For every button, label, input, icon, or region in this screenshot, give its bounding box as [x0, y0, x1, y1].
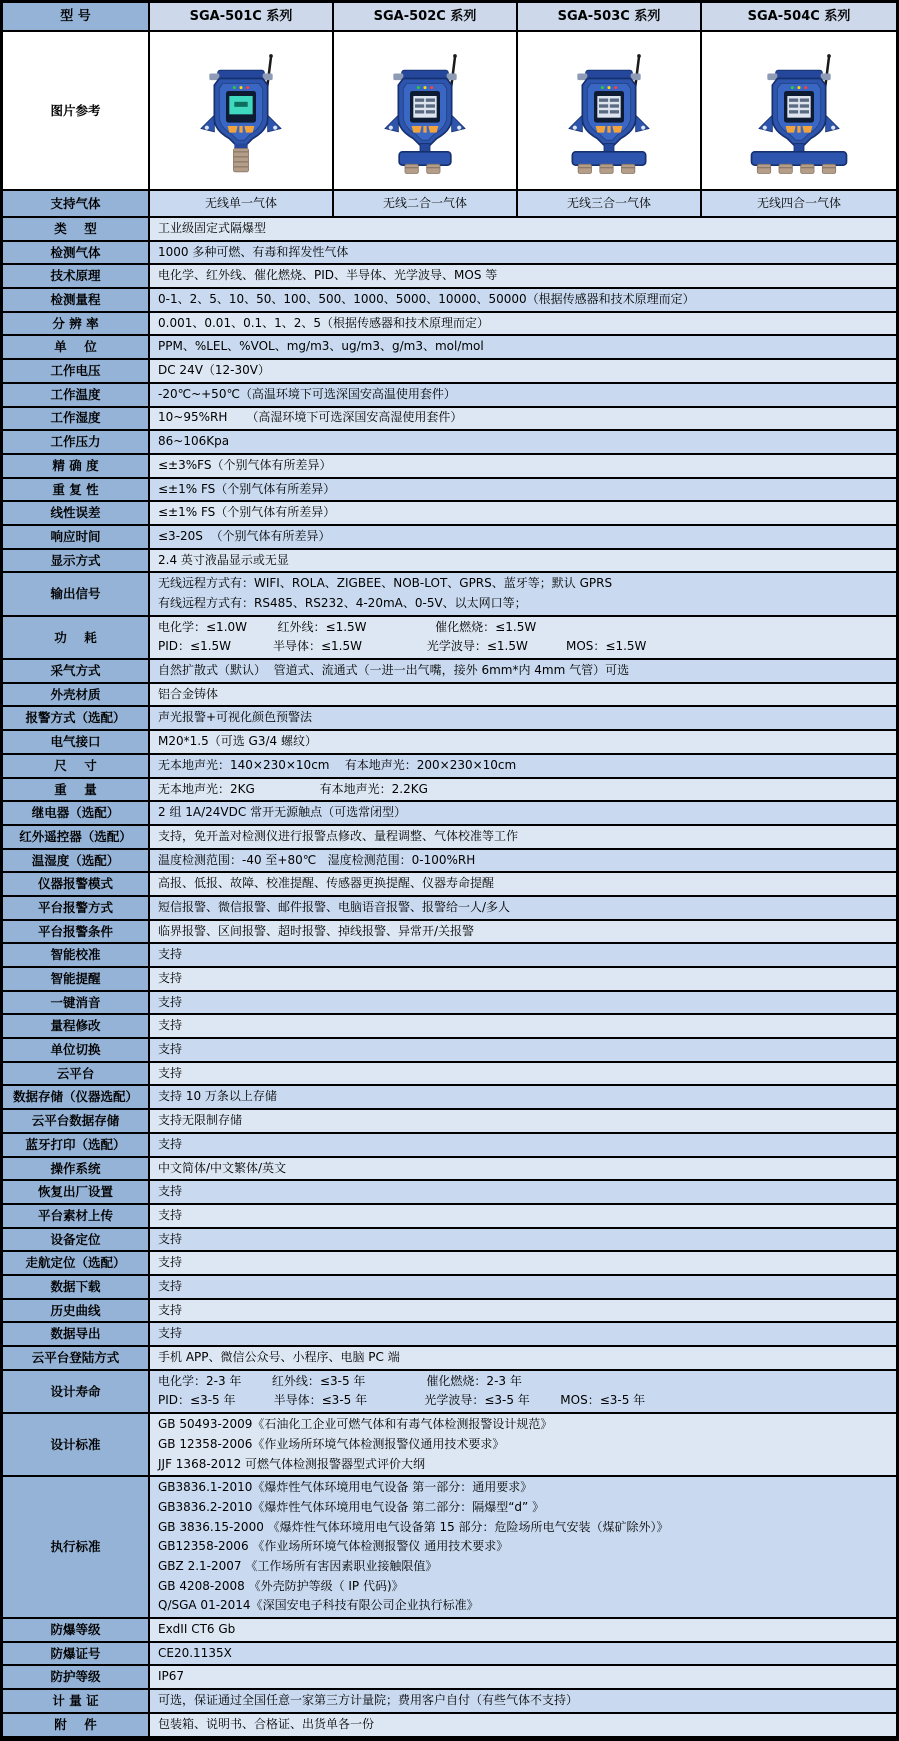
spec-row: [3, 502, 896, 526]
spec-value-line: 支持: [158, 971, 183, 986]
spec-value-line: 电化学、红外线、催化燃烧、PID、半导体、光学波导、MOS 等: [158, 268, 498, 283]
spec-row: [3, 455, 896, 479]
spec-row-value: [148, 242, 896, 264]
spec-value-line: 支持: [158, 1136, 183, 1151]
spec-row: [3, 1714, 896, 1738]
spec-row-value: [148, 479, 896, 501]
image-row-label: 图片参考: [3, 32, 148, 189]
spec-row: [3, 289, 896, 313]
spec-value-line: 无线远程方式有：WIFI、ROLA、ZIGBEE、NOB-LOT、GPRS、蓝牙等；默认 GPRS: [158, 576, 613, 591]
spec-value-line: GB 12358-2006《作业场所环境气体检测报警仪通用技术要求》: [158, 1436, 505, 1451]
spec-row: [3, 1229, 896, 1253]
spec-value-line: 支持，免开盖对检测仪进行报警点修改、量程调整、气体校准等工作: [158, 828, 519, 843]
spec-row-label: 数据下载: [3, 1276, 148, 1298]
spec-row: [3, 684, 896, 708]
spec-row-value: [148, 944, 896, 966]
spec-row-label: 电气接口: [3, 731, 148, 753]
spec-row-value: [148, 218, 896, 240]
spec-row-value: [148, 1039, 896, 1061]
spec-row-value: [148, 289, 896, 311]
spec-value-line: 临界报警、区间报警、超时报警、掉线报警、异常开/关报警: [158, 923, 475, 938]
spec-row-value: [148, 360, 896, 382]
gas-value-2: 无线二合一气体: [332, 191, 516, 216]
spec-row-label: 设计寿命: [3, 1371, 148, 1412]
spec-row-label: 平台素材上传: [3, 1205, 148, 1227]
spec-row-label: 恢复出厂设置: [3, 1181, 148, 1203]
spec-row-label: 防护等级: [3, 1666, 148, 1688]
spec-row-value: [148, 313, 896, 335]
spec-row-value: [148, 1619, 896, 1641]
spec-value-line: GB3836.1-2010《爆炸性气体环境用电气设备 第一部分：通用要求》: [158, 1480, 533, 1495]
spec-row-value: [148, 1252, 896, 1274]
spec-row-label: 红外遥控器（选配）: [3, 826, 148, 848]
spec-value-line: 支持: [158, 947, 183, 962]
spec-value-line: IP67: [158, 1669, 185, 1684]
spec-row-value: [148, 1643, 896, 1665]
spec-value-line: 电化学：≤1.0W 红外线：≤1.5W 催化燃烧：≤1.5W: [158, 619, 537, 634]
spec-value-line: GB 50493-2009《石油化工企业可燃气体和有毒气体检测报警设计规范》: [158, 1417, 553, 1432]
spec-value-line: ExdII CT6 Gb: [158, 1622, 236, 1637]
spec-value-line: 支持: [158, 1018, 183, 1033]
spec-row: [3, 968, 896, 992]
spec-row: [3, 1134, 896, 1158]
spec-row-value: [148, 265, 896, 287]
spec-row-label: 数据存储（仪器选配）: [3, 1086, 148, 1108]
spec-row-value: [148, 779, 896, 801]
spec-row-label: 工作湿度: [3, 408, 148, 430]
header-row: [3, 3, 896, 32]
spec-row-label: 云平台登陆方式: [3, 1347, 148, 1369]
spec-value-line: 包装箱、说明书、合格证、出货单各一份: [158, 1716, 375, 1731]
spec-row: [3, 1110, 896, 1134]
spec-value-line: -20℃~+50℃（高温环境下可选深国安高温使用套件）: [158, 386, 456, 401]
spec-row: [3, 1477, 896, 1619]
spec-row-label: 技术原理: [3, 265, 148, 287]
spec-row-value: [148, 384, 896, 406]
spec-row-value: [148, 1347, 896, 1369]
spec-value-line: GB3836.2-2010《爆炸性气体环境用电气设备 第二部分：隔爆型“d” 》: [158, 1499, 545, 1514]
spec-value-line: 10~95%RH （高湿环境下可选深国安高湿使用套件）: [158, 410, 463, 425]
spec-row-value: [148, 1086, 896, 1108]
spec-row-value: [148, 1477, 896, 1617]
spec-row-label: 计 量 证: [3, 1690, 148, 1712]
spec-value-line: 0.001、0.01、0.1、1、2、5（根据传感器和技术原理而定）: [158, 315, 490, 330]
spec-value-line: ≤±1% FS（个别气体有所差异）: [158, 481, 336, 496]
spec-value-line: 支持: [158, 994, 183, 1009]
spec-row-label: 输出信号: [3, 573, 148, 614]
spec-row-label: 数据导出: [3, 1323, 148, 1345]
spec-row: [3, 431, 896, 455]
spec-row: [3, 526, 896, 550]
gas-value-3: 无线三合一气体: [516, 191, 700, 216]
spec-row: [3, 617, 896, 660]
model-header-label: 型 号: [3, 3, 148, 30]
spec-row-label: 工作压力: [3, 431, 148, 453]
spec-row-label: 检测气体: [3, 242, 148, 264]
spec-row-label: 采气方式: [3, 660, 148, 682]
device-illustration-sga-501c: [150, 32, 332, 189]
spec-value-line: 支持: [158, 1255, 183, 1270]
spec-row: [3, 1690, 896, 1714]
spec-value-line: 支持: [158, 1207, 183, 1222]
spec-row: [3, 1063, 896, 1087]
spec-row-value: [148, 684, 896, 706]
spec-row-label: 外壳材质: [3, 684, 148, 706]
spec-row: [3, 265, 896, 289]
spec-row: [3, 944, 896, 968]
spec-row: [3, 707, 896, 731]
spec-value-line: 支持: [158, 1302, 183, 1317]
spec-row: [3, 1039, 896, 1063]
spec-value-line: GB12358-2006 《作业场所环境气体检测报警仪 通用技术要求》: [158, 1539, 509, 1554]
spec-row-value: [148, 850, 896, 872]
spec-value-line: PID：≤1.5W 半导体：≤1.5W 光学波导：≤1.5W MOS：≤1.5W: [158, 639, 647, 654]
spec-value-line: 可选，保证通过全国任意一家第三方计量院；费用客户自付（有些气体不支持）: [158, 1693, 579, 1708]
spec-value-line: 支持无限制存储: [158, 1113, 243, 1128]
spec-row-value: [148, 1276, 896, 1298]
spec-row-value: [148, 502, 896, 524]
spec-value-line: 工业级固定式隔爆型: [158, 220, 267, 235]
spec-row-value: [148, 1690, 896, 1712]
spec-row-label: 功 耗: [3, 617, 148, 658]
spec-row-value: [148, 526, 896, 548]
spec-row: [3, 573, 896, 616]
spec-row-label: 温湿度（选配）: [3, 850, 148, 872]
spec-value-line: 手机 APP、微信公众号、小程序、电脑 PC 端: [158, 1350, 400, 1365]
spec-row: [3, 802, 896, 826]
spec-row-label: 重 复 性: [3, 479, 148, 501]
gas-value-4: 无线四合一气体: [700, 191, 896, 216]
spec-value-line: 无本地声光：140×230×10cm 有本地声光：200×230×10cm: [158, 757, 517, 772]
spec-row-value: [148, 1181, 896, 1203]
spec-row-label: 类 型: [3, 218, 148, 240]
spec-row-value: [148, 826, 896, 848]
spec-row-value: [148, 731, 896, 753]
spec-value-line: GBZ 2.1-2007 《工作场所有害因素职业接触限值》: [158, 1559, 438, 1573]
spec-value-line: 无本地声光：2KG 有本地声光：2.2KG: [158, 781, 428, 796]
spec-row: [3, 873, 896, 897]
spec-row: [3, 1015, 896, 1039]
spec-row: [3, 826, 896, 850]
spec-row-label: 工作电压: [3, 360, 148, 382]
spec-row: [3, 336, 896, 360]
spec-row-label: 响应时间: [3, 526, 148, 548]
spec-row: [3, 1666, 896, 1690]
spec-row-label: 防爆等级: [3, 1619, 148, 1641]
spec-row-label: 仪器报警模式: [3, 873, 148, 895]
model-name-sga-504c: SGA-504C 系列: [700, 3, 896, 30]
spec-value-line: PID：≤3-5 年 半导体：≤3-5 年 光学波导：≤3-5 年 MOS：≤3-5 年: [158, 1393, 646, 1408]
device-illustration-sga-502c: [334, 32, 516, 189]
spec-row: [3, 897, 896, 921]
spec-row-label: 量程修改: [3, 1015, 148, 1037]
spec-value-line: 支持: [158, 1042, 183, 1057]
spec-row-value: [148, 1714, 896, 1736]
spec-row: [3, 1300, 896, 1324]
spec-value-line: 有线远程方式有：RS485、RS232、4-20mA、0-5V、以太网口等；: [158, 596, 527, 610]
spec-row: [3, 242, 896, 266]
spec-value-line: GB 3836.15-2000 《爆炸性气体环境用电气设备第 15 部分：危险场所电气安装（煤矿除外）》: [158, 1519, 669, 1534]
spec-row-label: 设备定位: [3, 1229, 148, 1251]
spec-row-label: 附 件: [3, 1714, 148, 1736]
spec-row-value: [148, 1371, 896, 1412]
spec-row-value: [148, 455, 896, 477]
spec-row-value: [148, 660, 896, 682]
spec-value-line: 2 组 1A/24VDC 常开无源触点（可选常闭型）: [158, 805, 407, 820]
spec-row-value: [148, 1110, 896, 1132]
spec-value-line: ≤±3%FS（个别气体有所差异）: [158, 457, 332, 472]
spec-row: [3, 850, 896, 874]
spec-row-label: 报警方式（选配）: [3, 707, 148, 729]
spec-value-line: 声光报警+可视化颜色预警法: [158, 710, 313, 725]
spec-row-label: 分 辨 率: [3, 313, 148, 335]
spec-row-value: [148, 1229, 896, 1251]
spec-row-label: 显示方式: [3, 550, 148, 572]
spec-value-line: 86~106Kpa: [158, 434, 230, 449]
spec-row-value: [148, 1666, 896, 1688]
spec-row-value: [148, 897, 896, 919]
spec-row-label: 继电器（选配）: [3, 802, 148, 824]
spec-value-line: 0-1、2、5、10、50、100、500、1000、5000、10000、50000（根据传感器和技术原理而定）: [158, 292, 695, 307]
spec-row: [3, 384, 896, 408]
spec-row-label: 一键消音: [3, 992, 148, 1014]
spec-row-value: [148, 408, 896, 430]
spec-row: [3, 479, 896, 503]
spec-value-line: JJF 1368-2012 可燃气体检测报警器型式评价大纲: [158, 1456, 426, 1471]
spec-row-value: [148, 1300, 896, 1322]
spec-value-line: 中文简体/中文繁体/英文: [158, 1160, 287, 1175]
spec-row-label: 蓝牙打印（选配）: [3, 1134, 148, 1156]
gas-value-1: 无线单一气体: [148, 191, 332, 216]
spec-value-line: ≤3-20S （个别气体有所差异）: [158, 528, 331, 543]
spec-row: [3, 779, 896, 803]
spec-row: [3, 1619, 896, 1643]
device-illustration-sga-504c: [702, 32, 896, 189]
spec-value-line: 1000 多种可燃、有毒和挥发性气体: [158, 244, 349, 259]
spec-value-line: CE20.1135X: [158, 1645, 232, 1660]
supported-gas-label: 支持气体: [3, 191, 148, 216]
spec-value-line: 支持: [158, 1065, 183, 1080]
spec-row-label: 工作温度: [3, 384, 148, 406]
spec-row-label: 防爆证号: [3, 1643, 148, 1665]
spec-row-value: [148, 707, 896, 729]
spec-row-label: 操作系统: [3, 1158, 148, 1180]
spec-row: [3, 731, 896, 755]
spec-row-value: [148, 336, 896, 358]
supported-gas-row: [3, 191, 896, 218]
spec-row-value: [148, 968, 896, 990]
spec-value-line: 自然扩散式（默认） 管道式、流通式（一进一出气嘴，接外 6mm*内 4mm 气管）可选: [158, 663, 630, 678]
spec-row-label: 设计标准: [3, 1414, 148, 1475]
spec-row-label: 线性误差: [3, 502, 148, 524]
spec-row: [3, 1643, 896, 1667]
spec-value-line: 支持 10 万条以上存储: [158, 1089, 277, 1104]
spec-row: [3, 408, 896, 432]
spec-row: [3, 360, 896, 384]
spec-row: [3, 1371, 896, 1414]
spec-row: [3, 1347, 896, 1371]
spec-row-value: [148, 431, 896, 453]
spec-value-line: 电化学：2-3 年 红外线：≤3-5 年 催化燃烧：2-3 年: [158, 1373, 522, 1388]
spec-row-value: [148, 1205, 896, 1227]
spec-row-label: 单 位: [3, 336, 148, 358]
spec-value-line: 支持: [158, 1326, 183, 1341]
spec-value-line: ≤±1% FS（个别气体有所差异）: [158, 505, 336, 520]
spec-row: [3, 1086, 896, 1110]
spec-row-value: [148, 802, 896, 824]
spec-row-label: 走航定位（选配）: [3, 1252, 148, 1274]
spec-row-value: [148, 1158, 896, 1180]
spec-row: [3, 921, 896, 945]
image-row: [3, 32, 896, 191]
spec-row-label: 检测量程: [3, 289, 148, 311]
spec-row-value: [148, 550, 896, 572]
device-illustration-sga-503c: [518, 32, 700, 189]
spec-row-value: [148, 573, 896, 614]
spec-value-line: Q/SGA 01-2014《深国安电子科技有限公司企业执行标准》: [158, 1598, 479, 1613]
spec-row-label: 云平台数据存储: [3, 1110, 148, 1132]
spec-row-value: [148, 1323, 896, 1345]
spec-row: [3, 1158, 896, 1182]
spec-row-label: 尺 寸: [3, 755, 148, 777]
spec-value-line: 温度检测范围：-40 至+80℃ 湿度检测范围：0-100%RH: [158, 852, 476, 867]
spec-value-line: 支持: [158, 1184, 183, 1199]
spec-row-label: 云平台: [3, 1063, 148, 1085]
spec-row-value: [148, 1134, 896, 1156]
spec-value-line: 铝合金铸体: [158, 686, 219, 701]
spec-value-line: 短信报警、微信报警、邮件报警、电脑语音报警、报警给一人/多人: [158, 899, 511, 914]
spec-value-line: M20*1.5（可选 G3/4 螺纹）: [158, 734, 317, 749]
spec-value-line: DC 24V（12-30V）: [158, 363, 270, 378]
spec-value-line: 支持: [158, 1231, 183, 1246]
spec-row-value: [148, 921, 896, 943]
spec-row: [3, 313, 896, 337]
spec-row-value: [148, 873, 896, 895]
spec-row-value: [148, 992, 896, 1014]
spec-row: [3, 1252, 896, 1276]
spec-value-line: 2.4 英寸液晶显示或无显: [158, 552, 289, 567]
spec-row: [3, 1205, 896, 1229]
spec-row: [3, 1181, 896, 1205]
spec-rows-container: [3, 218, 896, 1738]
model-name-sga-502c: SGA-502C 系列: [332, 3, 516, 30]
spec-row: [3, 755, 896, 779]
spec-row-label: 历史曲线: [3, 1300, 148, 1322]
spec-row: [3, 1276, 896, 1300]
spec-row-value: [148, 1063, 896, 1085]
spec-row-label: 平台报警条件: [3, 921, 148, 943]
spec-value-line: GB 4208-2008 《外壳防护等级（ IP 代码)》: [158, 1578, 404, 1593]
spec-row-label: 执行标准: [3, 1477, 148, 1617]
spec-row-value: [148, 1015, 896, 1037]
spec-row-label: 智能提醒: [3, 968, 148, 990]
spec-row-value: [148, 1414, 896, 1475]
spec-row: [3, 1414, 896, 1477]
spec-value-line: 高报、低报、故障、校准提醒、传感器更换提醒、仪器寿命提醒: [158, 876, 495, 891]
spec-row-value: [148, 617, 896, 658]
spec-row: [3, 218, 896, 242]
spec-row: [3, 660, 896, 684]
spec-row-value: [148, 755, 896, 777]
spec-row-label: 单位切换: [3, 1039, 148, 1061]
spec-row: [3, 1323, 896, 1347]
model-name-sga-501c: SGA-501C 系列: [148, 3, 332, 30]
spec-row-label: 智能校准: [3, 944, 148, 966]
spec-row: [3, 992, 896, 1016]
spec-value-line: PPM、%LEL、%VOL、mg/m3、ug/m3、g/m3、mol/mol: [158, 339, 484, 354]
spec-row-label: 精 确 度: [3, 455, 148, 477]
spec-value-line: 支持: [158, 1278, 183, 1293]
model-name-sga-503c: SGA-503C 系列: [516, 3, 700, 30]
spec-row-label: 重 量: [3, 779, 148, 801]
spec-row-label: 平台报警方式: [3, 897, 148, 919]
spec-row: [3, 550, 896, 574]
